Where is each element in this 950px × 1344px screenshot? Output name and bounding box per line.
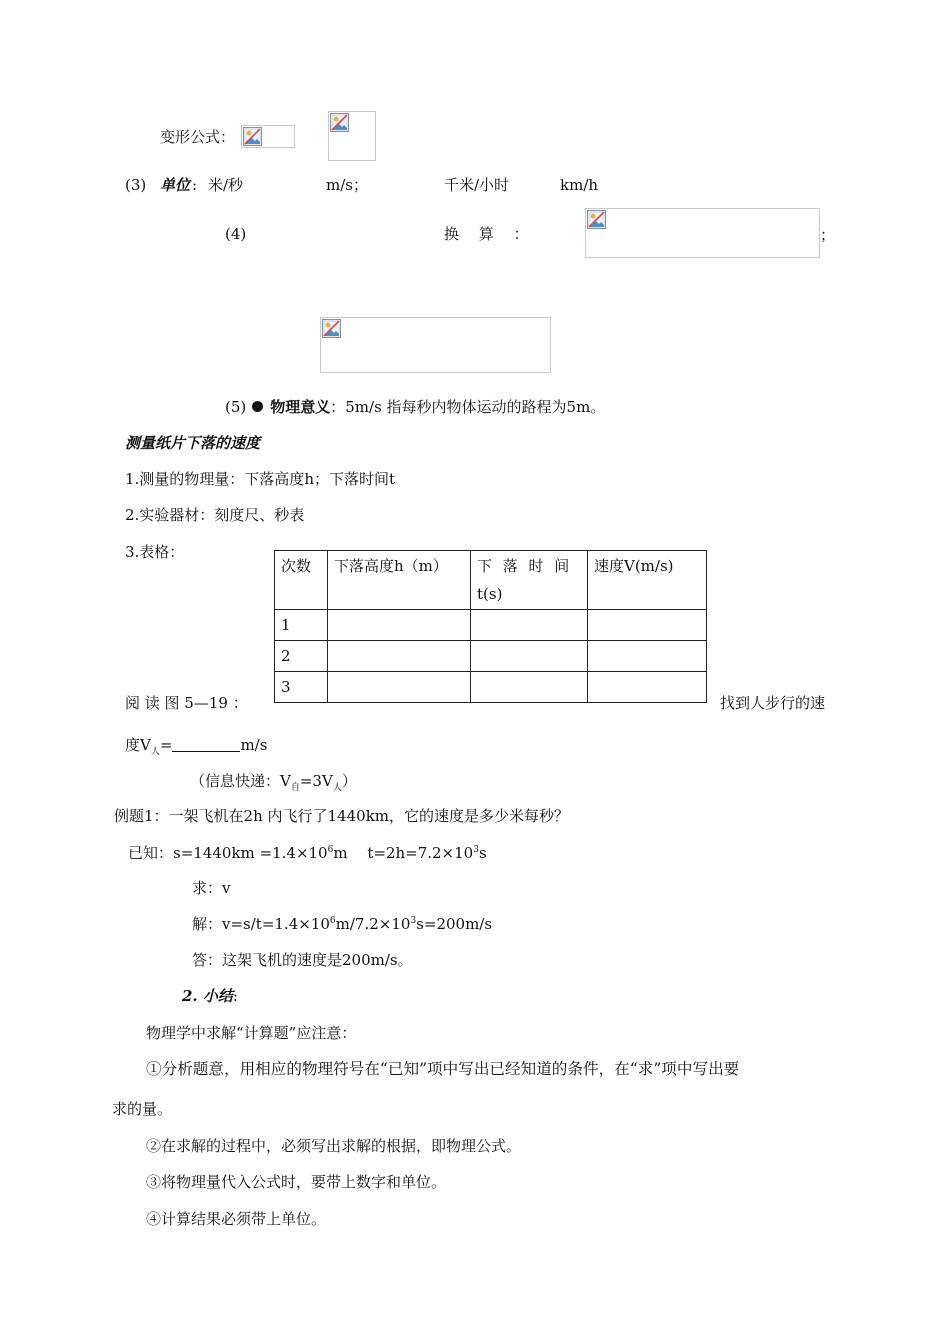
table-row	[275, 641, 707, 672]
conversion-end: ；	[820, 226, 836, 244]
solve-exp3: 3	[410, 916, 417, 926]
broken-image-icon	[330, 113, 349, 132]
table-cell	[588, 672, 707, 703]
tip-line	[190, 772, 357, 793]
table-cell	[471, 672, 588, 703]
reading-right: 找到人步行的速	[720, 694, 826, 712]
table-cell	[328, 672, 471, 703]
table-header-cell: 速度V(m/s)	[588, 551, 707, 610]
summary-point-2: ②在求解的过程中，必须写出求解的根据，即物理公式。	[146, 1137, 522, 1155]
summary-colon: :	[232, 987, 238, 1005]
solve-exp6: 6	[329, 916, 336, 926]
meaning-number: (5)	[225, 398, 247, 416]
meaning-text: ：5m/s 指每秒内物体运动的路程为5m。	[330, 398, 606, 416]
tip-pre: （信息快递：V	[190, 772, 291, 790]
reading-speed-sub: 人	[150, 747, 160, 757]
summary-point-4: ④计算结果必须带上单位。	[146, 1210, 327, 1228]
summary-title: 2. 小结	[182, 987, 233, 1005]
solve-b: m/7.2×10	[335, 915, 411, 933]
conversion-image-2	[320, 317, 551, 373]
table-header-row	[275, 551, 707, 610]
tip-mid: =3V	[299, 772, 333, 790]
meaning-line	[225, 400, 605, 415]
known-a: 已知：s=1440km =1.4×10	[128, 844, 328, 862]
table-cell	[328, 641, 471, 672]
reading-unit: m/s	[240, 736, 268, 754]
known-b: m t=2h=7.2×10	[333, 844, 474, 862]
blank-line	[172, 737, 240, 752]
table-header-cell: 次数	[275, 551, 328, 610]
solve-a: 解：v=s/t=1.4×10	[192, 915, 330, 933]
table-cell	[471, 610, 588, 641]
unit-kmph-cn: 千米/小时	[444, 176, 510, 194]
table-cell	[328, 610, 471, 641]
table-cell-index: 1	[275, 610, 328, 641]
item-two: 2.实验器材：刻度尺、秒表	[125, 506, 305, 524]
broken-image-icon	[322, 319, 341, 338]
tip-end: ）	[341, 772, 357, 790]
formula-image-1	[241, 125, 295, 148]
unit-colon: :	[192, 176, 198, 194]
unit-mps: m/s；	[326, 176, 368, 194]
formula-label: 变形公式：	[160, 128, 236, 146]
table-cell-index: 2	[275, 641, 328, 672]
table-header-cell: 下 落 时 间 t(s)	[471, 551, 588, 610]
meaning-label: 物理意义	[270, 398, 331, 416]
item-three: 3.表格：	[125, 543, 185, 561]
summary-point-3: ③将物理量代入公式时，要带上数字和单位。	[146, 1173, 447, 1191]
data-table	[274, 550, 707, 703]
known-c: s	[478, 844, 487, 862]
tip-sub2: 人	[332, 783, 342, 793]
reading-eq: =	[159, 736, 173, 754]
known-exp6: 6	[327, 845, 334, 855]
table-cell	[588, 610, 707, 641]
example-known	[128, 846, 487, 861]
bullet-icon	[252, 401, 263, 412]
example-question: 例题1：一架飞机在2h 内飞行了1440km，它的速度是多少米每秒？	[114, 807, 570, 825]
conversion-label: 换 算 ：	[444, 225, 529, 243]
summary-title-line	[182, 989, 238, 1004]
unit-label: 单位	[160, 176, 191, 194]
broken-image-icon	[243, 127, 262, 146]
example-answer: 答：这架飞机的速度是200m/s。	[192, 951, 413, 969]
example-solve	[192, 917, 492, 932]
summary-intro: 物理学中求解“计算题”应注意：	[146, 1024, 357, 1042]
conversion-number: (4)	[225, 225, 247, 243]
table-header-cell: 下落高度h（m）	[328, 551, 471, 610]
known-exp3: 3	[473, 845, 479, 855]
table-row	[275, 672, 707, 703]
table-cell	[588, 641, 707, 672]
broken-image-icon	[587, 210, 606, 229]
item-one: 1.测量的物理量：下落高度h；下落时间t	[125, 470, 396, 488]
unit-number: (3)	[125, 176, 147, 194]
table-cell	[471, 641, 588, 672]
table-row	[275, 610, 707, 641]
conversion-image-1	[585, 208, 820, 258]
section-title: 测量纸片下落的速度	[125, 434, 261, 452]
unit-kmph: km/h	[560, 176, 599, 194]
example-find: 求：v	[192, 879, 231, 897]
formula-image-2	[328, 111, 376, 161]
solve-c: s=200m/s	[416, 915, 493, 933]
tip-sub1: 自	[290, 783, 300, 793]
unit-mps-cn: 米/秒	[208, 176, 244, 194]
reading-line2	[125, 736, 268, 757]
summary-point-1: ①分析题意，用相应的物理符号在“已知”项中写出已经知道的条件，在“求”项中写出要	[146, 1060, 740, 1078]
reading-speed-label: 度V	[125, 736, 151, 754]
summary-point-1-cont: 求的量。	[112, 1100, 173, 1118]
table-cell-index: 3	[275, 672, 328, 703]
reading-left: 阅 读 图 5—19 ：	[125, 694, 248, 712]
